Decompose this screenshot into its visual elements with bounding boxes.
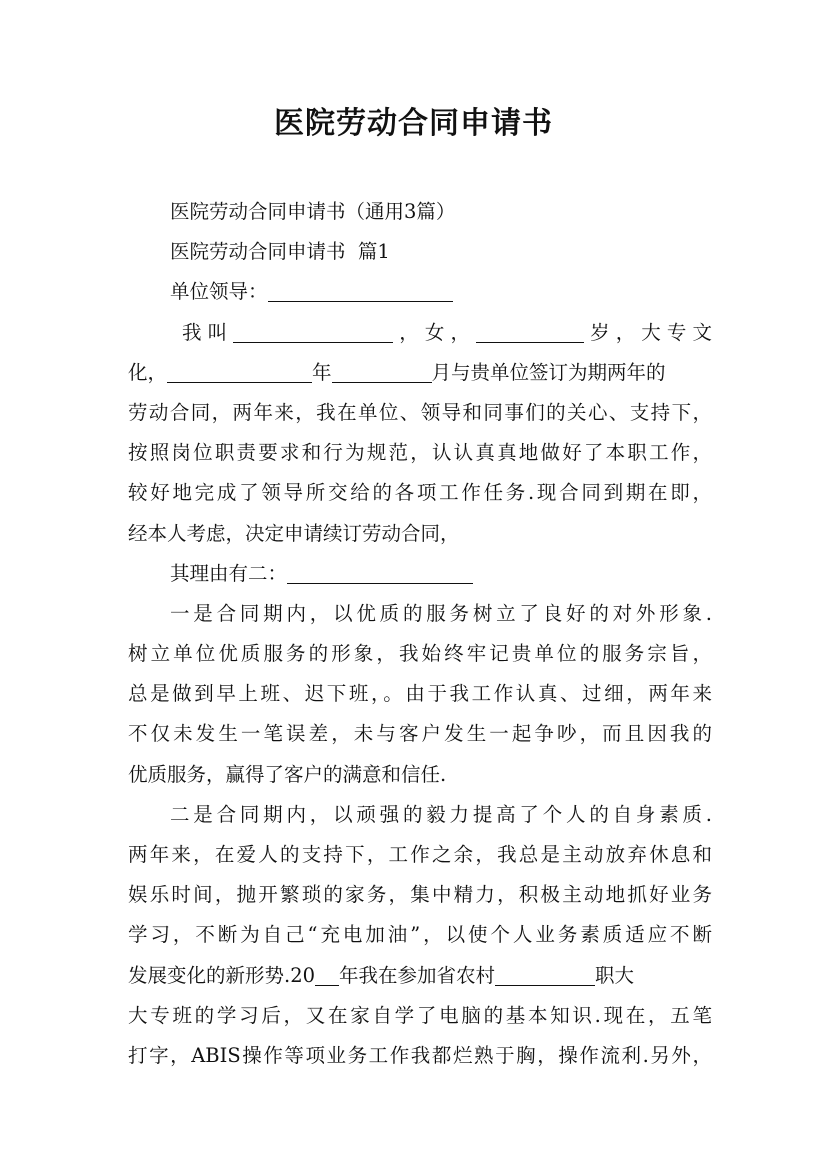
p2-line-1: 一是合同期内，以优质的服务树立了良好的对外形象. xyxy=(170,601,712,625)
p1-line-2 xyxy=(128,353,712,393)
section-heading: 医院劳动合同申请书 篇1 xyxy=(170,240,390,264)
month-blank xyxy=(332,360,432,383)
p2-line-5: 优质服务，赢得了客户的满意和信任. xyxy=(128,762,447,786)
p1-line-4: 按照岗位职责要求和行为规范，认认真真地做好了本职工作， xyxy=(128,441,712,465)
addressee-line xyxy=(128,272,712,312)
college-blank xyxy=(495,963,595,986)
p1-line-6: 经本人考虑，决定申请续订劳动合同， xyxy=(128,521,460,545)
addressee-label: 单位领导： xyxy=(170,280,268,304)
name-blank xyxy=(233,320,393,343)
p1-line-3: 劳动合同，两年来，我在单位、领导和同事们的关心、支持下， xyxy=(128,400,712,424)
addressee-blank xyxy=(268,279,453,302)
p2-line-3: 总是做到早上班、迟下班，。由于我工作认真、过细，两年来 xyxy=(128,682,712,706)
p3-text-5c: 职大 xyxy=(595,963,635,987)
p3-line-5 xyxy=(128,956,712,996)
year-digits-blank xyxy=(315,963,339,986)
reasons-line xyxy=(128,554,712,594)
p3-line-1: 二是合同期内，以顽强的毅力提高了个人的自身素质. xyxy=(170,802,712,826)
p3-text-5a: 发展变化的新形势.20 xyxy=(128,963,316,987)
reasons-label: 其理由有二： xyxy=(170,561,288,585)
p1-text-1b: ，女， xyxy=(393,320,477,344)
p2-line-4: 不仅未发生一笔误差，未与客户发生一起争吵，而且因我的 xyxy=(128,722,712,746)
p1-text-2c: 月与贵单位签订为期两年的 xyxy=(431,360,666,384)
subtitle: 医院劳动合同申请书（通用3篇） xyxy=(170,200,456,223)
reasons-blank xyxy=(287,561,473,584)
p1-text-1c: 岁，大专文 xyxy=(584,320,712,344)
p3-line-4: 学习，不断为自己“充电加油”，以使个人业务素质适应不断 xyxy=(128,923,712,947)
p1-text-2b: 年 xyxy=(312,360,332,384)
p3-line-7: 打字，ABIS操作等项业务工作我都烂熟于胸，操作流利.另外， xyxy=(128,1043,712,1067)
age-blank xyxy=(476,320,584,343)
p3-line-6: 大专班的学习后，又在家自学了电脑的基本知识.现在，五笔 xyxy=(128,1003,712,1027)
p3-text-5b: 年我在参加省农村 xyxy=(339,963,496,987)
p3-line-2: 两年来，在爱人的支持下，工作之余，我总是主动放弃休息和 xyxy=(128,843,712,866)
p2-line-2: 树立单位优质服务的形象，我始终牢记贵单位的服务宗旨， xyxy=(128,642,712,666)
document-title: 医院劳动合同申请书 xyxy=(274,106,553,141)
document-body xyxy=(128,192,712,1076)
p3-line-3: 娱乐时间，抛开繁琐的家务，集中精力，积极主动地抓好业务 xyxy=(128,883,712,907)
p1-line-5: 较好地完成了领导所交给的各项工作任务.现合同到期在即， xyxy=(128,481,712,505)
p1-text-1a: 我叫 xyxy=(182,320,234,344)
p1-text-2a: 化， xyxy=(128,360,168,384)
p1-line-1 xyxy=(128,313,712,353)
year-blank xyxy=(167,360,312,383)
